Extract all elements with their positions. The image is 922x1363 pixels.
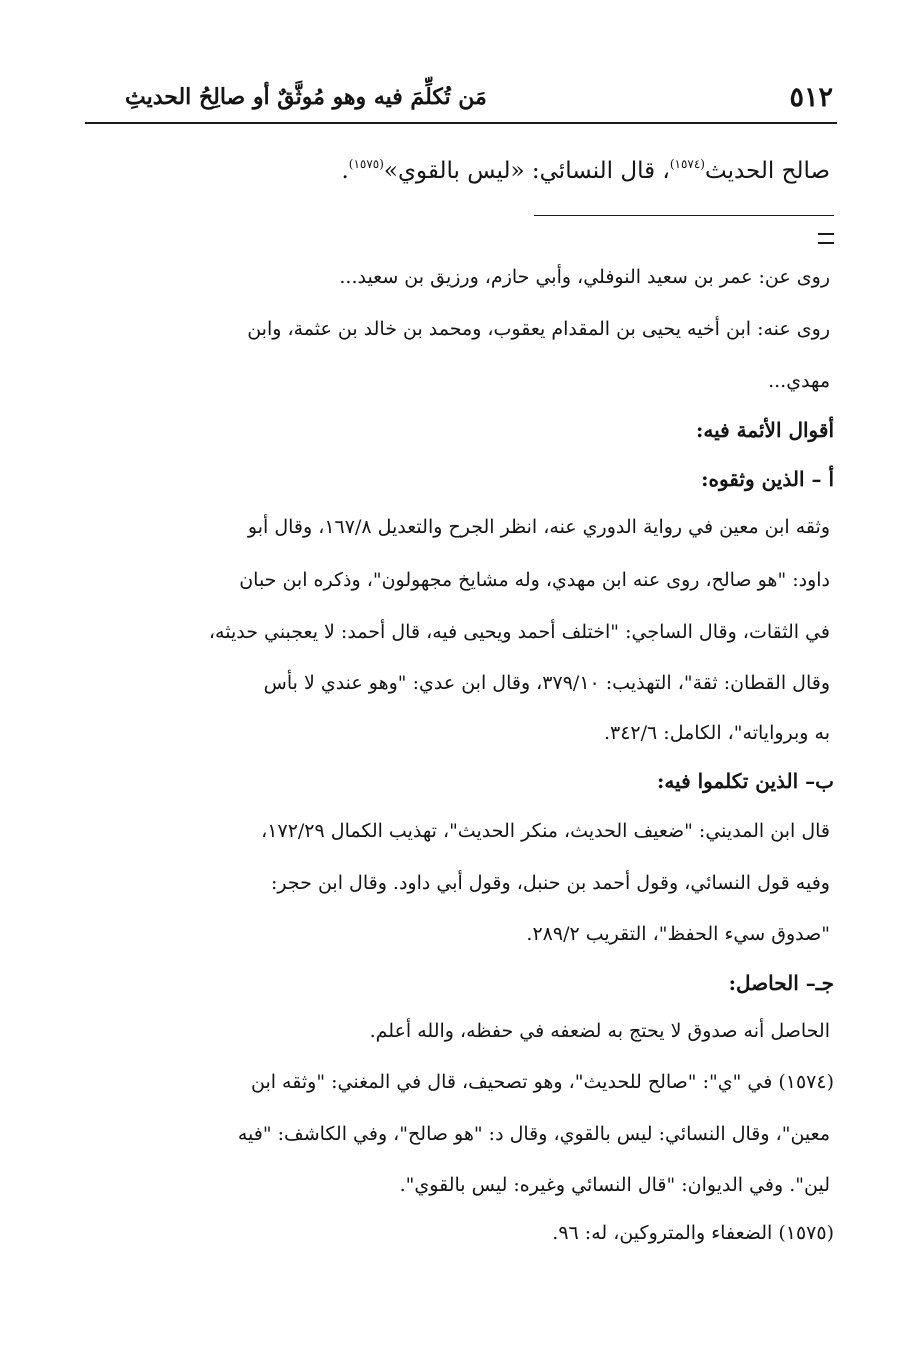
footnote-separator bbox=[534, 215, 834, 216]
footnote-1574-line-1: (١٥٧٤) في "ي": "صالح للحديث"، وهو تصحيف، قال في المغني: "وثقه ابن bbox=[250, 1071, 834, 1093]
narrated-from-line: روى عن: عمر بن سعيد النوفلي، وأبي حازم، ورزيق بن سعيد... bbox=[339, 266, 830, 288]
praise-line-2: داود: "هو صالح، روى عنه ابن مهدي، وله مشايخ مجهولون"، وذكره ابن حبان bbox=[239, 569, 830, 591]
top-line-text-a: صالح الحديث bbox=[704, 158, 830, 184]
narrated-by-line-1 bbox=[92, 320, 830, 339]
praise-line-4: وقال القطان: ثقة"، التهذيب: ٣٧٩/١٠، وقال ابن عدي: "وهو عندي لا بأس bbox=[263, 672, 830, 694]
top-line-text-c: . bbox=[341, 158, 349, 184]
narrated-by-line-2: مهدي... bbox=[768, 370, 830, 392]
footnote-1574-line-3: لين". وفي الديوان: "قال النسائي وغيره: ليس بالقوي". bbox=[399, 1174, 830, 1196]
critics-line-3: "صدوق سيء الحفظ"، التقريب ٢٨٩/٢. bbox=[526, 923, 830, 945]
top-line bbox=[341, 158, 830, 183]
footnote-ref-1574[interactable]: (١٥٧٤) bbox=[669, 157, 705, 171]
page-header bbox=[85, 78, 837, 124]
footnote-1575-line: (١٥٧٥) الضعفاء والمتروكين، له: ٩٦. bbox=[552, 1222, 834, 1244]
critics-line-2: وفيه قول النسائي، وقول أحمد بن حنبل، وقول أبي داود. وقال ابن حجر: bbox=[271, 872, 830, 894]
critics-line-1: قال ابن المديني: "ضعيف الحديث، منكر الحديث"، تهذيب الكمال ١٧٢/٢٩، bbox=[261, 820, 830, 842]
footnote-ref-1575[interactable]: (١٥٧٥) bbox=[348, 157, 384, 171]
praise-line-5: به وبرواياته"، الكامل: ٣٤٢/٦. bbox=[603, 722, 830, 744]
narrated-by-text-1: روى عنه: ابن أخيه يحيى بن المقدام يعقوب، ومحمد بن خالد بن عثمة، وابن bbox=[247, 318, 830, 340]
result-line: الحاصل أنه صدوق لا يحتج به لضعفه في حفظه، والله أعلم. bbox=[369, 1020, 830, 1042]
continuation-mark bbox=[818, 233, 834, 244]
imams-heading: أقوال الأئمة فيه: bbox=[696, 418, 834, 442]
critics-heading: ب– الذين تكلموا فيه: bbox=[656, 769, 834, 793]
footnote-1574-line-2: معين"، وقال النسائي: ليس بالقوي، وقال د: "هو صالح"، وفي الكاشف: "فيه bbox=[237, 1123, 830, 1145]
running-title: مَن تُكلِّمَ فيه وهو مُوثَّقٌ أو صالِحُ الحديثِ bbox=[125, 84, 487, 110]
praise-heading: أ – الذين وثقوه: bbox=[701, 467, 834, 491]
result-heading: جـ– الحاصل: bbox=[728, 971, 834, 995]
top-line-text-b: ، قال النسائي: «ليس بالقوي» bbox=[383, 158, 670, 184]
praise-line-1: وثقه ابن معين في رواية الدوري عنه، انظر الجرح والتعديل ١٦٧/٨، وقال أبو bbox=[247, 516, 830, 538]
page-number: ٥١٢ bbox=[789, 82, 833, 113]
praise-line-3: في الثقات، وقال الساجي: "اختلف أحمد ويحيى فيه، قال أحمد: لا يعجبني حديثه، bbox=[208, 621, 830, 643]
